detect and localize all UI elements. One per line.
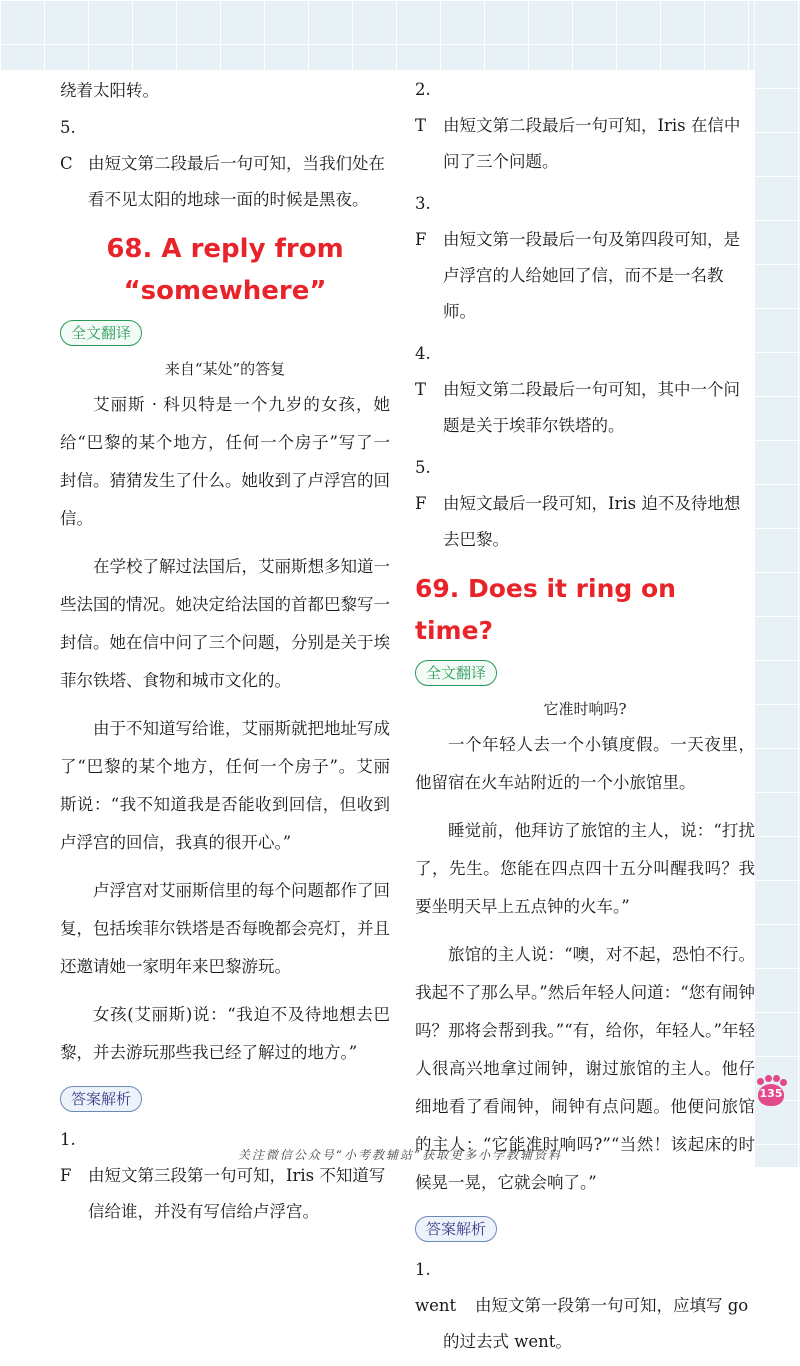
paw-toe (757, 1078, 764, 1085)
passage-title-69: 69. Does it ring on time? (415, 574, 676, 645)
translation-paragraph: 睡觉前，他拜访了旅馆的主人，说：“打扰了，先生。您能在四点四十五分叫醒我吗？我要坐明天早上五点钟的火车。” (415, 821, 755, 916)
right-column (415, 72, 755, 1366)
translation-paragraph: 旅馆的主人说：“噢，对不起，恐怕不行。我起不了那么早。”然后年轻人问道：“您有闹钟吗？那将会帮到我。”“有，给你，年轻人。”年轻人很高兴地拿过闹钟，谢过旅馆的主人。他仔细地看了看闹钟，闹钟有点问题。他便问旅馆的主人：“它能准时响吗?”“当然！该起床的时候晃一晃，它就会响了。” (415, 945, 755, 1192)
answer-number: 4. T (415, 344, 431, 399)
answer-item (60, 1122, 390, 1230)
answer-text: 由短文第二段最后一句可知，当我们处在看不见太阳的地球一面的时候是黑夜。 (88, 154, 385, 209)
page-number-badge (756, 1078, 786, 1108)
answer-number: 3. F (415, 194, 431, 249)
translation-paragraph: 女孩(艾丽斯)说：“我迫不及待地想去巴黎，并去游玩那些我已经了解过的地方。” (60, 1005, 390, 1062)
answer-analysis-tag: 答案解析 (415, 1216, 497, 1242)
answer-analysis-tag: 答案解析 (60, 1086, 142, 1112)
continued-line: 绕着太阳转。 (60, 81, 159, 100)
passage-title-68-line2: “somewhere” (123, 276, 327, 306)
answer-text: 由短文最后一段可知，Iris 迫不及待地想去巴黎。 (443, 494, 741, 549)
answer-item (415, 450, 755, 558)
answer-text: 由短文第二段最后一句可知，其中一个问题是关于埃菲尔铁塔的。 (443, 380, 740, 435)
answer-number: 1. went (415, 1260, 457, 1315)
paw-toe (765, 1075, 772, 1082)
translation-paragraph: 一个年轻人去一个小镇度假。一天夜里，他留宿在火车站附近的一个小旅馆里。 (415, 735, 755, 792)
answer-text: 由短文第一段第一句可知，应填写 go 的过去式 went。 (443, 1296, 749, 1351)
translation-subtitle: 它准时响吗? (543, 700, 627, 718)
left-column (60, 72, 390, 1236)
page-number: 135 (759, 1087, 783, 1100)
answer-item (415, 186, 755, 330)
translation-paragraph: 在学校了解过法国后，艾丽斯想多知道一些法国的情况。她决定给法国的首都巴黎写一封信。她在信中问了三个问题，分别是关于埃菲尔铁塔、食物和城市文化的。 (60, 557, 390, 690)
answer-item (415, 336, 755, 444)
answer-text: 由短文第一段最后一句及第四段可知，是卢浮宫的人给她回了信，而不是一名教师。 (443, 230, 740, 321)
translation-tag: 全文翻译 (415, 660, 497, 686)
footer-note: 关注微信公众号“小考教辅站”获取更多小学教辅资料 (237, 1148, 563, 1162)
answer-item (415, 1252, 755, 1360)
answer-number: 5. C (60, 118, 76, 173)
paw-toe (780, 1079, 787, 1086)
passage-title-68-line1: 68. A reply from (106, 234, 344, 264)
translation-paragraph: 由于不知道写给谁，艾丽斯就把地址写成了“巴黎的某个地方，任何一个房子”。艾丽斯说：“我不知道我是否能收到回信，但收到卢浮宫的回信，我真的很开心。” (60, 719, 390, 852)
paw-toe (773, 1075, 780, 1082)
answer-text: 由短文第三段第一句可知，Iris 不知道写信给谁，并没有写信给卢浮宫。 (88, 1166, 386, 1221)
answer-number: 1. F (60, 1130, 76, 1185)
translation-paragraph: 卢浮宫对艾丽斯信里的每个问题都作了回复，包括埃菲尔铁塔是否每晚都会亮灯，并且还邀请她一家明年来巴黎游玩。 (60, 881, 390, 976)
translation-tag: 全文翻译 (60, 320, 142, 346)
translation-subtitle: 来自“某处”的答复 (164, 360, 286, 378)
answer-number: 2. T (415, 80, 431, 135)
translation-paragraph: 艾丽斯 · 科贝特是一个九岁的女孩，她给“巴黎的某个地方，任何一个房子”写了一封信。猜猜发生了什么。她收到了卢浮宫的回信。 (60, 395, 390, 528)
answer-number: 5. F (415, 458, 431, 513)
answer-item (60, 110, 390, 218)
answer-text: 由短文第二段最后一句可知，Iris 在信中问了三个问题。 (443, 116, 741, 171)
answer-item (415, 72, 755, 180)
